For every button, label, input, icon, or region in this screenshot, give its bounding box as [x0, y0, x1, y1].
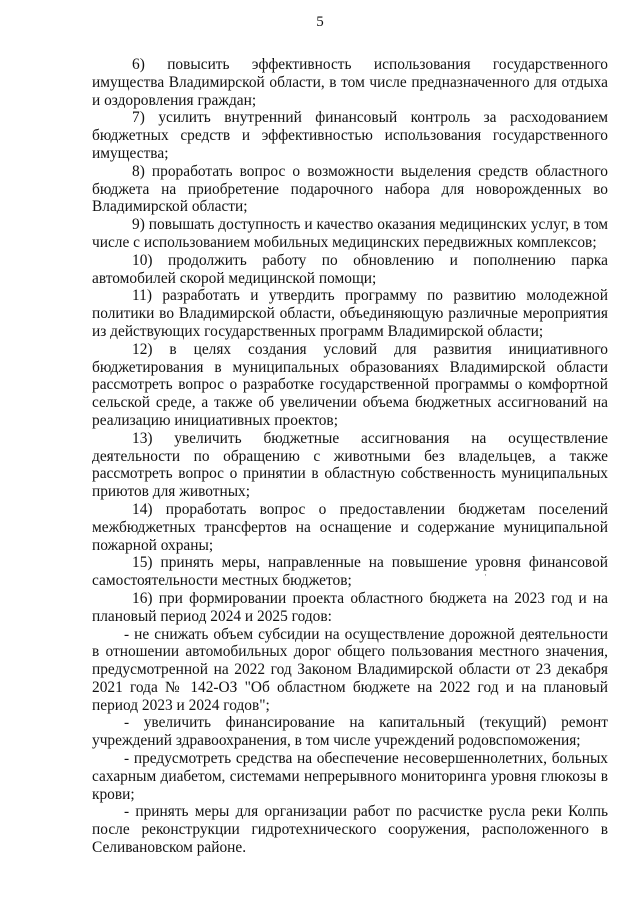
- document-body: [92, 56, 608, 857]
- subitem-road-subsidy: - не снижать объем субсидии на осуществление дорожной деятельности в отношении автомобильных дорог общего пользования местного значения, предусмотренной на 2022 год Законом Владимирской области от 23 декабря 2021 года № 142-ОЗ "Об областном бюджете на 2022 год и на плановый период 2023 и 2024 годов";: [92, 625, 608, 714]
- list-item-7: 7) усилить внутренний финансовый контроль за расходованием бюджетных средств и эффективностью использования государственного имущества;: [92, 109, 608, 162]
- subitem-healthcare-repair: - увеличить финансирование на капитальный (текущий) ремонт учреждений здравоохранения, в том числе учреждений родовспоможения;: [92, 714, 608, 750]
- scan-speck: ·: [484, 570, 487, 580]
- page-number: 5: [316, 14, 324, 30]
- list-item-10: 10) продолжить работу по обновлению и пополнению парка автомобилей скорой медицинской помощи;: [92, 251, 608, 287]
- list-item-15: 15) принять меры, направленные на повышение уровня финансовой самостоятельности местных бюджетов;: [92, 554, 608, 590]
- list-item-16: 16) при формировании проекта областного бюджета на 2023 год и на плановый период 2024 и 2025 годов:: [92, 589, 608, 625]
- subitem-glucose-monitoring: - предусмотреть средства на обеспечение несовершеннолетних, больных сахарным диабетом, системами непрерывного мониторинга уровня глюкозы в крови;: [92, 750, 608, 803]
- list-item-13: 13) увеличить бюджетные ассигнования на осуществление деятельности по обращению с животными без владельцев, а также рассмотреть вопрос о принятии в областную собственность муниципальных приютов для животных;: [92, 429, 608, 501]
- list-item-11: 11) разработать и утвердить программу по развитию молодежной политики во Владимирской области, объединяющую различные мероприятия из действующих государственных программ Владимирской области;: [92, 287, 608, 340]
- list-item-8: 8) проработать вопрос о возможности выделения средств областного бюджета на приобретение подарочного набора для новорожденных во Владимирской области;: [92, 162, 608, 216]
- list-item-6: 6) повысить эффективность использования государственного имущества Владимирской области, в том числе предназначенного для отдыха и оздоровления граждан;: [92, 56, 608, 109]
- list-item-12: 12) в целях создания условий для развития инициативного бюджетирования в муниципальных образованиях Владимирской области рассмотреть вопрос о разработке государственной программы о комфортной сельской среде, а также об увеличении объема бюджетных ассигнований на реализацию инициативных проектов;: [92, 340, 608, 429]
- subitem-river-clearing: - принять меры для организации работ по расчистке русла реки Колпь после реконструкции гидротехнического сооружения, расположенного в Селивановском районе.: [92, 803, 608, 857]
- list-item-14: 14) проработать вопрос о предоставлении бюджетам поселений межбюджетных трансфертов на оснащение и содержание муниципальной пожарной охраны;: [92, 500, 608, 554]
- list-item-9: 9) повышать доступность и качество оказания медицинских услуг, в том числе с использованием мобильных медицинских передвижных комплексов;: [92, 216, 608, 251]
